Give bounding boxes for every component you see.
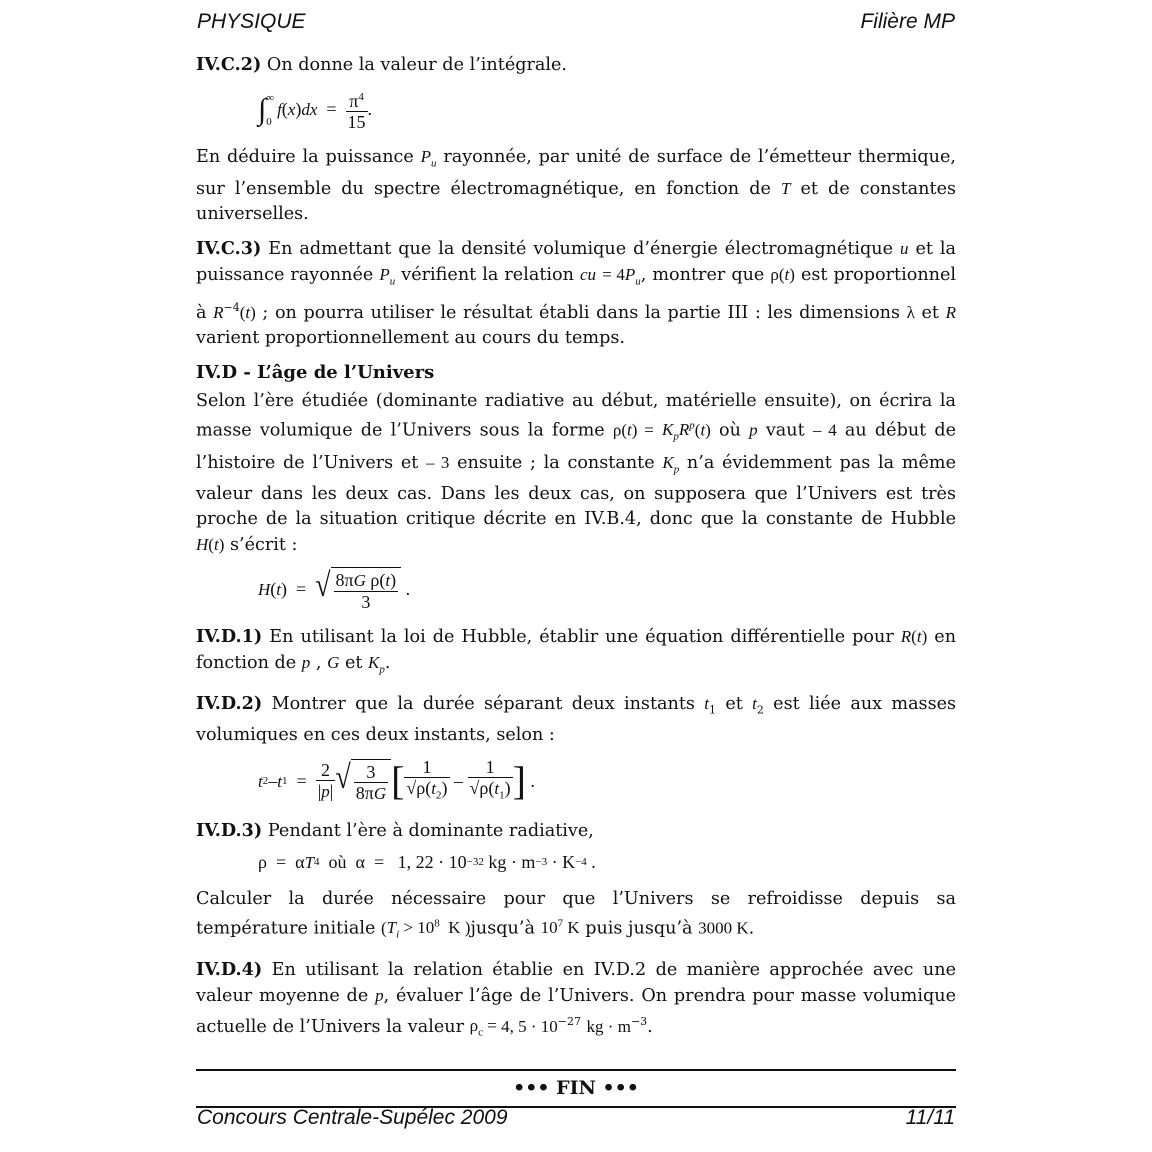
text: s’écrit : [229, 535, 298, 556]
question-IVC2-intro [196, 52, 956, 78]
text: ensuite ; la constante [457, 452, 655, 473]
text: puis jusqu’à [585, 918, 693, 939]
question-IVC3: IV.C.3) En admettant que la densité volumique d’énergie électromagnétique u et la puissance rayonnée $P_u$ vérifient la relation cu = $4P_u$, montrer que ρ(t) est proportionnel à $R^{-4}(t)$ ; on pourra utiliser le résultat établi dans la partie III : les dimensions λ et R varient proportionnellement au cours du temps. [196, 238, 957, 348]
text: En admettant que la densité volumique d’énergie électromagnétique [268, 239, 894, 260]
text: , montrer que [640, 265, 765, 286]
temperature: 3000 K [698, 918, 749, 938]
text: et la puissance rayonnée [196, 239, 957, 286]
footer-exam: Concours Centrale-Supélec 2009 [197, 1106, 508, 1129]
text: En utilisant la loi de Hubble, établir une équation différentielle pour [269, 627, 894, 648]
text: En utilisant la relation établie en IV.D.2 de manière approchée avec une valeur moyenne de [196, 959, 957, 1006]
equation-hubble: H ( t ) = √ $\frac{\text{8πG ρ(t)}}{3}$ . [258, 567, 411, 613]
text: , évaluer l’âge de l’Univers. On prendra pour masse volumique actuelle de l’Univers la valeur [196, 985, 956, 1037]
alpha-value: 1, 22 · 10 [397, 851, 467, 872]
text: en fonction de [196, 627, 957, 674]
text: varient proportionnellement au cours du temps. [196, 327, 625, 348]
section-IVD-intro: Selon l’ère étudiée (dominante radiative au début, matérielle ensuite), on écrira la masse volumique de l’Univers sous la forme $\rho(t) = K_pR^p(t)$ où p vaut – 4 au début de l’histoire de l’Univers et – 3 ensuite ; la constante $K_p$ n’a évidemment pas la même valeur dans les deux cas. Dans les deux cas, on supposera que l’Univers est très proche de la situation critique décrite en IV.B.4, donc que la constante de Hubble H(t) s’écrit : [196, 390, 957, 556]
text: au début de l’histoire de l’Univers et [196, 420, 957, 473]
question-IVD4: IV.D.4) En utilisant la relation établie en IV.D.2 de manière approchée avec une valeur moyenne de p, évaluer l’âge de l’Univers. On prendra pour masse volumique actuelle de l’Univers la valeur $\rho_c = 4$, $5 \cdot 10^{-27}$ kg · $m^{-3}$. [196, 958, 957, 1039]
equation-duration: t 2 – t 1 = $\frac{2}{|p|}$ √ $\frac{3}{8\pi G}$ [ $\frac{1}{√\rho(t_2)}$ – $\frac{1}{√\rho(t_1)}$ ] . [258, 756, 535, 804]
text: Selon l’ère étudiée (dominante radiative au début, matérielle ensuite), on écrira la masse volumique de l’Univers sous la forme [196, 390, 956, 441]
alpha-unit: kg · m [488, 851, 536, 872]
question-label: IV.C.3) [196, 238, 262, 260]
text: et [921, 302, 939, 323]
end-mark: ••• FIN ••• [513, 1076, 639, 1099]
question-label: IV.D.1) [196, 626, 263, 648]
question-IVD3 [196, 818, 956, 844]
text: rayonnée, par unité de surface de l’émetteur thermique, sur l’ensemble du spectre électromagnétique, en fonction de [196, 147, 956, 200]
text: et de constantes universelles. [196, 179, 957, 225]
text: En déduire la puissance [196, 147, 414, 167]
text: ; on pourra utiliser le résultat établi dans la partie III : les dimensions [262, 302, 901, 323]
text: et [725, 694, 743, 715]
header-track: Filière MP [860, 10, 955, 33]
question-label: IV.D.2) [196, 693, 263, 715]
question-label: IV.C.2) [196, 54, 262, 75]
question-IVC2-text: En déduire la puissance $P_u$ rayonnée, par unité de surface de l’émetteur thermique, sur l’ensemble du spectre électromagnétique, en fonction de T et de constantes universelles. [196, 147, 957, 225]
text: n’a évidemment pas la même valeur dans les deux cas. Dans les deux cas, on supposera que l’Univers est très proche de la situation critique décrite en IV.B.4, donc que la constante de Hubble [196, 452, 957, 530]
header-subject: PHYSIQUE [197, 10, 306, 33]
text: vaut [765, 420, 805, 441]
text: Montrer que la durée séparant deux instants [271, 694, 695, 715]
text: où [328, 851, 347, 872]
rho-c-value: 4, 5 · 10 [501, 1016, 558, 1036]
question-IVD2: IV.D.2) Montrer que la durée séparant deux instants $t_1$ et $t_2$ est liée aux masses volumiques en ces deux instants, selon : [196, 693, 957, 745]
question-label: IV.D.4) [196, 958, 263, 980]
question-text: On donne la valeur de l’intégrale. [266, 55, 568, 75]
rho-c-exponent: −27 [557, 1014, 581, 1028]
text: est liée aux masses volumiques en ces deux instants, selon : [196, 694, 957, 745]
question-IVD1: IV.D.1) En utilisant la loi de Hubble, établir une équation différentielle pour R(t) en fonction de p , G et $K_p$. [196, 626, 957, 676]
alpha-exponent: −32 [466, 855, 484, 868]
equation-integral: ∫ ∞ 0 f ( x ) dx = $\frac{\pi^4}{15}$ . [258, 87, 956, 132]
footer-page-number: 11/11 [905, 1106, 955, 1129]
section-title: IV.D - L’âge de l’Univers [196, 361, 435, 383]
question-IVD3-text: Calculer la durée nécessaire pour que l’Univers se refroidisse depuis sa température initiale ($T_i > 10^8$ K )jusqu’à $10^7$ K puis jusqu’à 3000 K. [196, 888, 956, 941]
text: Calculer la durée nécessaire pour que l’Univers se refroidisse depuis sa température initiale [196, 888, 956, 939]
text: Pendant l’ère à dominante radiative, [267, 820, 594, 841]
text: est proportionnel à [196, 265, 957, 323]
question-label: IV.D.3) [196, 819, 263, 841]
fraction-pi4-15: $\frac{\pi^4}{15}$ [346, 87, 368, 132]
page-content [196, 52, 956, 1108]
text: où [719, 420, 741, 441]
rho-c-unit: kg · m [586, 1016, 631, 1036]
text: et [344, 653, 363, 674]
equation-radiative-density: ρ = α T 4 où α = 1, 22 · 10 −32 kg · m −3 · K −4 . [258, 850, 956, 875]
text: jusqu’à [470, 918, 535, 939]
text: vérifient la relation [401, 265, 574, 286]
